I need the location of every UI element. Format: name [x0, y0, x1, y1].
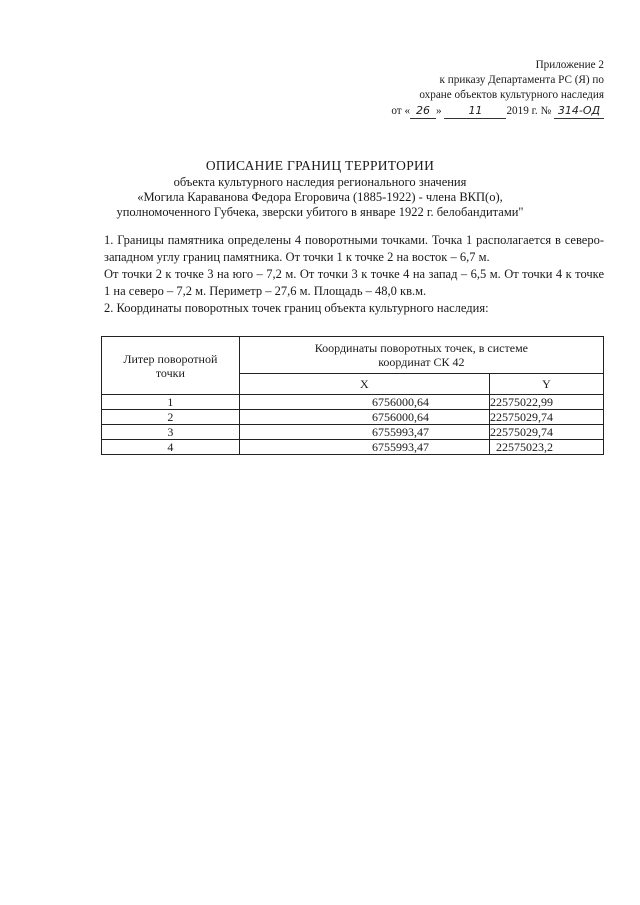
paragraph-1: 1. Границы памятника определены 4 поворотными точками. Точка 1 располагается в северо-западном углу границ памятника. От точки 1 к точке 2 на восток – 6,7 м. — [104, 233, 604, 264]
annex-date-line — [391, 103, 604, 119]
cell-x: 6755993,47 — [239, 440, 489, 455]
table-row — [102, 440, 604, 455]
document-heading — [80, 158, 560, 220]
date-mid: » — [436, 105, 442, 117]
table-row — [102, 395, 604, 410]
table-header-row — [102, 337, 604, 374]
header-point-literal: Литер поворотной точки — [102, 337, 240, 395]
annex-header — [391, 58, 604, 119]
cell-y: 22575023,2 — [490, 440, 604, 455]
cell-point: 4 — [102, 440, 240, 455]
heading-line-4: уполномоченного Губчека, зверски убитого в январе 1922 г. белобандитами" — [116, 205, 524, 219]
document-title: ОПИСАНИЕ ГРАНИЦ ТЕРРИТОРИИ — [205, 158, 435, 173]
cell-y: 22575029,74 — [490, 410, 604, 425]
paragraph-3: 2. Координаты поворотных точек границ объекта культурного наследия: — [104, 301, 489, 315]
header-y: Y — [490, 374, 604, 395]
paragraph-2: От точки 2 к точке 3 на юго – 7,2 м. От точки 3 к точке 4 на запад – 6,5 м. От точки 4 к точке 1 на северо – 7,2 м. Периметр – 27,6 м. Площадь – 48,0 кв.м. — [104, 267, 604, 298]
order-year: 2019 г. № — [506, 105, 552, 117]
cell-point: 2 — [102, 410, 240, 425]
heading-line-2: объекта культурного наследия регионального значения — [173, 175, 467, 189]
heading-line-3: «Могила Караванова Федора Егоровича (1885-1922) - члена ВКП(о), — [137, 190, 503, 204]
cell-point: 1 — [102, 395, 240, 410]
header-x: X — [239, 374, 489, 395]
annex-line-1: Приложение 2 — [535, 59, 604, 71]
description-text — [104, 232, 604, 317]
order-day: 26 — [410, 103, 436, 119]
cell-y: 22575022,99 — [490, 395, 604, 410]
header-coordinates-group: Координаты поворотных точек, в системе координат СК 42 — [239, 337, 603, 374]
coordinates-table — [101, 336, 604, 455]
table-row — [102, 425, 604, 440]
cell-x: 6756000,64 — [239, 410, 489, 425]
table-row — [102, 410, 604, 425]
cell-x: 6755993,47 — [239, 425, 489, 440]
cell-x: 6756000,64 — [239, 395, 489, 410]
date-prefix: от « — [391, 105, 411, 117]
cell-point: 3 — [102, 425, 240, 440]
annex-line-3: охране объектов культурного наследия — [419, 89, 604, 101]
order-month: 11 — [444, 103, 506, 119]
order-number: 314-ОД — [554, 103, 604, 119]
annex-line-2: к приказу Департамента РС (Я) по — [439, 74, 604, 86]
cell-y: 22575029,74 — [490, 425, 604, 440]
